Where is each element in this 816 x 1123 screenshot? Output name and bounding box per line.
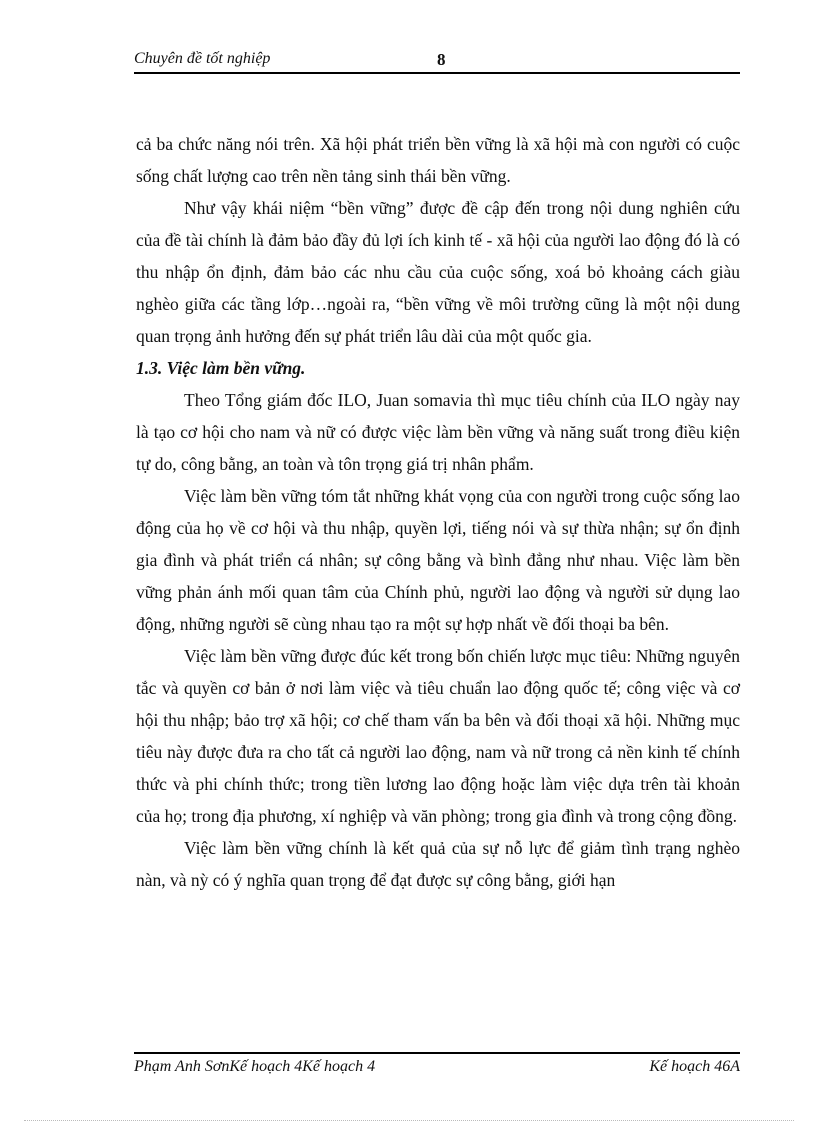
page-number: 8 xyxy=(437,50,446,69)
paragraph: Theo Tổng giám đốc ILO, Juan somavia thì mục tiêu chính của ILO ngày nay là tạo cơ hội cho nam và nữ có được việc làm bền vững và năng suất trong điều kiện tự do, công bằng, an toàn và tôn trọng giá trị nhân phẩm. xyxy=(136,390,740,474)
page-header xyxy=(134,46,740,74)
paragraph: Việc làm bền vững tóm tắt những khát vọng của con người trong cuộc sống lao động của họ về cơ hội và thu nhập, quyền lợi, tiếng nói và sự thừa nhận; sự ổn định gia đình và phát triển cá nhân; sự công bằng và bình đẳng như nhau. Việc làm bền vững phản ánh mối quan tâm của Chính phủ, người lao động và người sử dụng lao động, những người sẽ cùng nhau tạo ra một sự hợp nhất về đối thoại ba bên. xyxy=(136,486,740,634)
paragraph: Như vậy khái niệm “bền vững” được đề cập đến trong nội dung nghiên cứu của đề tài chính là đảm bảo đầy đủ lợi ích kinh tế - xã hội của người lao động đó là có thu nhập ổn định, đảm bảo các nhu cầu của cuộc sống, xoá bỏ khoảng cách giàu nghèo giữa các tầng lớp…ngoài ra, “bền vững về môi trường cũng là một nội dung quan trọng ảnh hưởng đến sự phát triển lâu dài của một quốc gia. xyxy=(136,198,740,346)
paragraph: Việc làm bền vững được đúc kết trong bốn chiến lược mục tiêu: Những nguyên tắc và quyền cơ bản ở nơi làm việc và tiêu chuẩn lao động quốc tế; công việc và cơ hội thu nhập; bảo trợ xã hội; cơ chế tham vấn ba bên và đối thoại xã hội. Những mục tiêu này được đưa ra cho tất cả người lao động, nam và nữ trong cả nền kinh tế chính thức và phi chính thức; trong tiền lương lao động hoặc làm việc dựa trên tài khoản của họ; trong địa phương, xí nghiệp và văn phòng; trong gia đình và trong cộng đồng. xyxy=(136,646,740,826)
footer-author: Phạm Anh SơnKế hoạch 4Kế hoạch 4 xyxy=(134,1058,376,1075)
section-heading: 1.3. Việc làm bền vững. xyxy=(136,358,306,378)
page-bottom-border xyxy=(24,1120,794,1121)
footer-class: Kế hoạch 46A xyxy=(649,1058,740,1075)
paragraph-continuation: cả ba chức năng nói trên. Xã hội phát triển bền vững là xã hội mà con người có cuộc sống chất lượng cao trên nền tảng sinh thái bền vững. xyxy=(136,134,740,186)
page-footer xyxy=(134,1052,740,1080)
paragraph: Việc làm bền vững chính là kết quả của sự nỗ lực để giảm tình trạng nghèo nàn, và nỳ có ý nghĩa quan trọng để đạt được sự công bằng, giới hạn xyxy=(136,838,740,890)
document-body xyxy=(136,128,740,896)
header-title: Chuyên đề tốt nghiệp xyxy=(134,50,271,67)
